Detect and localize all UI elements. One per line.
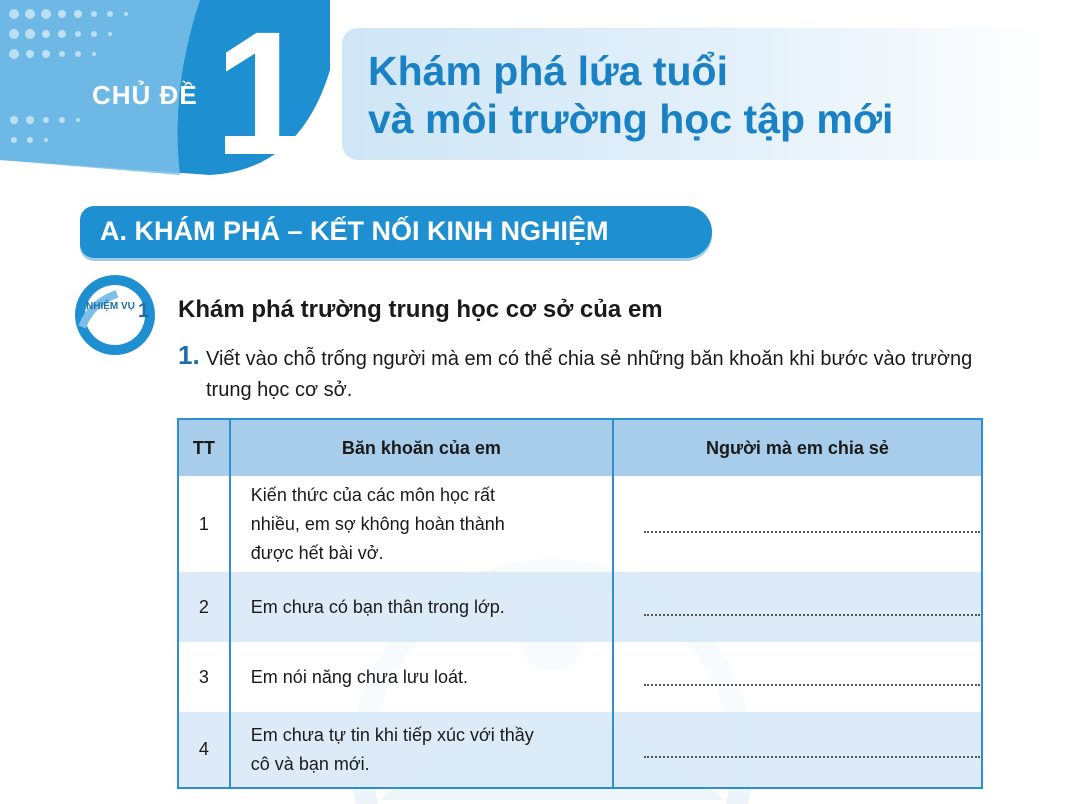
row-concern: Em chưa tự tin khi tiếp xúc với thầy cô và bạn mới. [230,712,613,788]
answer-blank[interactable] [613,476,982,572]
answer-blank[interactable] [613,642,982,712]
header-tt: TT [178,419,230,476]
worksheet-table [177,418,983,789]
table-row [178,712,982,788]
row-number: 4 [178,712,230,788]
row-number: 2 [178,572,230,642]
row-concern: Kiến thức của các môn học rất nhiều, em sợ không hoàn thành được hết bài vở. [230,476,613,572]
question-text: Viết vào chỗ trống người mà em có thể chia sẻ những băn khoăn khi bước vào trường trung học cơ sở. [206,348,973,401]
answer-blank[interactable] [613,712,982,788]
row-number: 3 [178,642,230,712]
row-concern: Em nói năng chưa lưu loát. [230,642,613,712]
task-badge-label: NHIỆM VỤ [86,301,135,312]
row-number: 1 [178,476,230,572]
table-row [178,572,982,642]
table-row [178,476,982,572]
chapter-number: 1 [214,0,312,192]
table-header-row [178,419,982,476]
chapter-label: CHỦ ĐỀ [92,80,198,110]
table-row [178,642,982,712]
answer-blank[interactable] [613,572,982,642]
header-person: Người mà em chia sẻ [613,419,982,476]
header-concern: Băn khoăn của em [230,419,613,476]
page-title-line-1: Khám phá lứa tuổi [368,48,728,94]
row-concern: Em chưa có bạn thân trong lớp. [230,572,613,642]
page-title-line-2: và môi trường học tập mới [368,96,894,142]
section-title: A. KHÁM PHÁ – KẾT NỐI KINH NGHIỆM [100,216,609,246]
task-heading: Khám phá trường trung học cơ sở của em [178,296,663,323]
question-number: 1. [178,340,200,370]
task-badge-number: 1 [138,300,150,322]
